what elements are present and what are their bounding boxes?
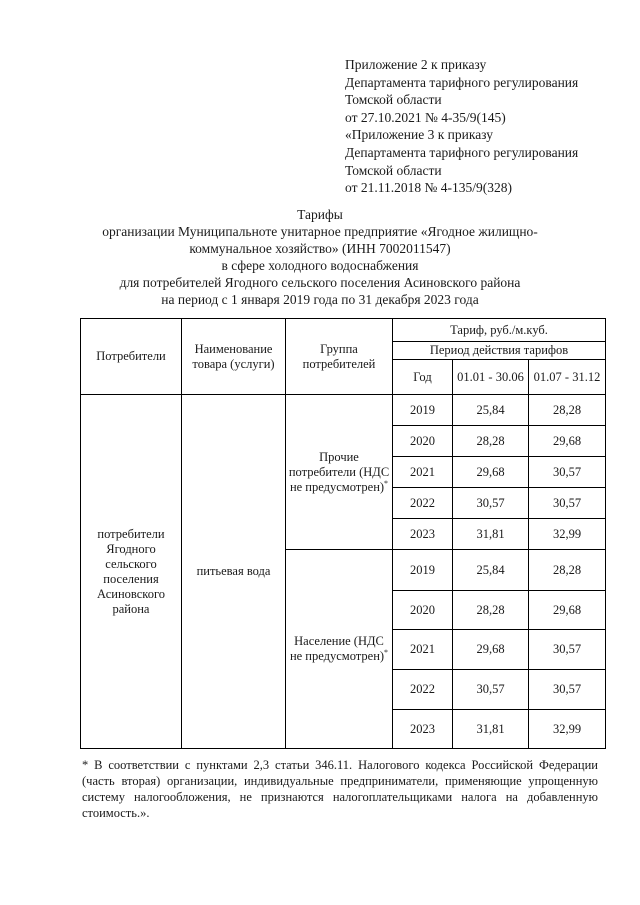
tariff-h2-cell: 30,57: [529, 630, 606, 670]
appendix-line: от 21.11.2018 № 4-135/9(328): [345, 180, 512, 196]
appendix-line: Приложение 2 к приказу: [345, 57, 487, 72]
footnote-mark: *: [384, 478, 389, 488]
group-name: Прочие потребители (НДС не предусмотрен): [288, 449, 390, 494]
header-period: Период действия тарифов: [393, 342, 606, 360]
header-half2: 01.07 - 31.12: [529, 360, 606, 395]
header-tariff: Тариф, руб./м.куб.: [393, 319, 606, 342]
tariff-h2-cell: 30,57: [529, 457, 606, 488]
appendix-line: от 27.10.2021 № 4-35/9(145): [345, 109, 506, 125]
footnote-text: * В соответствии с пунктами 2,3 статьи 346.11. Налогового кодекса Российской Федерации (часть вторая) организации, индивидуальные предприниматели, применяющие упрощенную систему налогообложения, не признаются налогоплательщиками налога на добавленную стоимость.».: [82, 758, 598, 820]
group-cell: [286, 395, 393, 550]
tariff-h2-cell: 29,68: [529, 591, 606, 630]
tariff-table: [80, 318, 606, 749]
tariff-h2-cell: 28,28: [529, 550, 606, 591]
year-cell: 2022: [393, 670, 453, 710]
tariff-h1-cell: 30,57: [453, 488, 529, 519]
tariff-h1-cell: 31,81: [453, 519, 529, 550]
tariff-h1-cell: 31,81: [453, 710, 529, 749]
appendix-line: «Приложение 3 к приказу: [345, 127, 493, 143]
header-service: Наименование товара (услуги): [182, 319, 286, 395]
heading-title: Тарифы: [297, 207, 343, 222]
year-cell: 2021: [393, 630, 453, 670]
table-header-row: [81, 319, 606, 342]
heading-line: организации Муниципальноте унитарное предприятие «Ягодное жилищно-: [102, 224, 538, 239]
tariff-h2-cell: 30,57: [529, 488, 606, 519]
heading-line: на период с 1 января 2019 года по 31 декабря 2023 года: [161, 292, 479, 307]
year-cell: 2019: [393, 550, 453, 591]
tariff-h1-cell: 25,84: [453, 550, 529, 591]
year-cell: 2021: [393, 457, 453, 488]
year-cell: 2020: [393, 426, 453, 457]
appendix-line: Департамента тарифного регулирования: [345, 144, 579, 160]
appendix-block: [345, 56, 635, 197]
tariff-h2-cell: 30,57: [529, 670, 606, 710]
service-cell: питьевая вода: [182, 395, 286, 749]
year-cell: 2019: [393, 395, 453, 426]
table-row: [81, 395, 606, 426]
year-cell: 2023: [393, 710, 453, 749]
tariff-h2-cell: 28,28: [529, 395, 606, 426]
tariff-h1-cell: 29,68: [453, 457, 529, 488]
tariff-h1-cell: 25,84: [453, 395, 529, 426]
tariff-h1-cell: 29,68: [453, 630, 529, 670]
tariff-h1-cell: 28,28: [453, 591, 529, 630]
header-consumers: Потребители: [81, 319, 182, 395]
tariff-h2-cell: 32,99: [529, 519, 606, 550]
group-name: Население (НДС не предусмотрен): [289, 634, 385, 663]
tariff-h1-cell: 30,57: [453, 670, 529, 710]
tariff-h2-cell: 29,68: [529, 426, 606, 457]
tariff-h2-cell: 32,99: [529, 710, 606, 749]
header-year: Год: [393, 360, 453, 395]
document-heading: [0, 206, 640, 308]
year-cell: 2022: [393, 488, 453, 519]
heading-line: для потребителей Ягодного сельского поселения Асиновского района: [119, 275, 521, 290]
heading-line: коммунальное хозяйство» (ИНН 7002011547): [189, 241, 451, 256]
consumers-cell: потребители Ягодного сельского поселения Асиновского района: [81, 395, 182, 749]
header-half1: 01.01 - 30.06: [453, 360, 529, 395]
group-cell: [286, 550, 393, 749]
tariff-h1-cell: 28,28: [453, 426, 529, 457]
heading-line: в сфере холодного водоснабжения: [221, 258, 419, 273]
appendix-line: Департамента тарифного регулирования: [345, 74, 579, 90]
year-cell: 2020: [393, 591, 453, 630]
appendix-line: Томской области: [345, 92, 442, 108]
header-group: Группа потребителей: [286, 319, 393, 395]
appendix-line: Томской области: [345, 162, 442, 178]
footnote-mark: *: [384, 647, 389, 657]
year-cell: 2023: [393, 519, 453, 550]
